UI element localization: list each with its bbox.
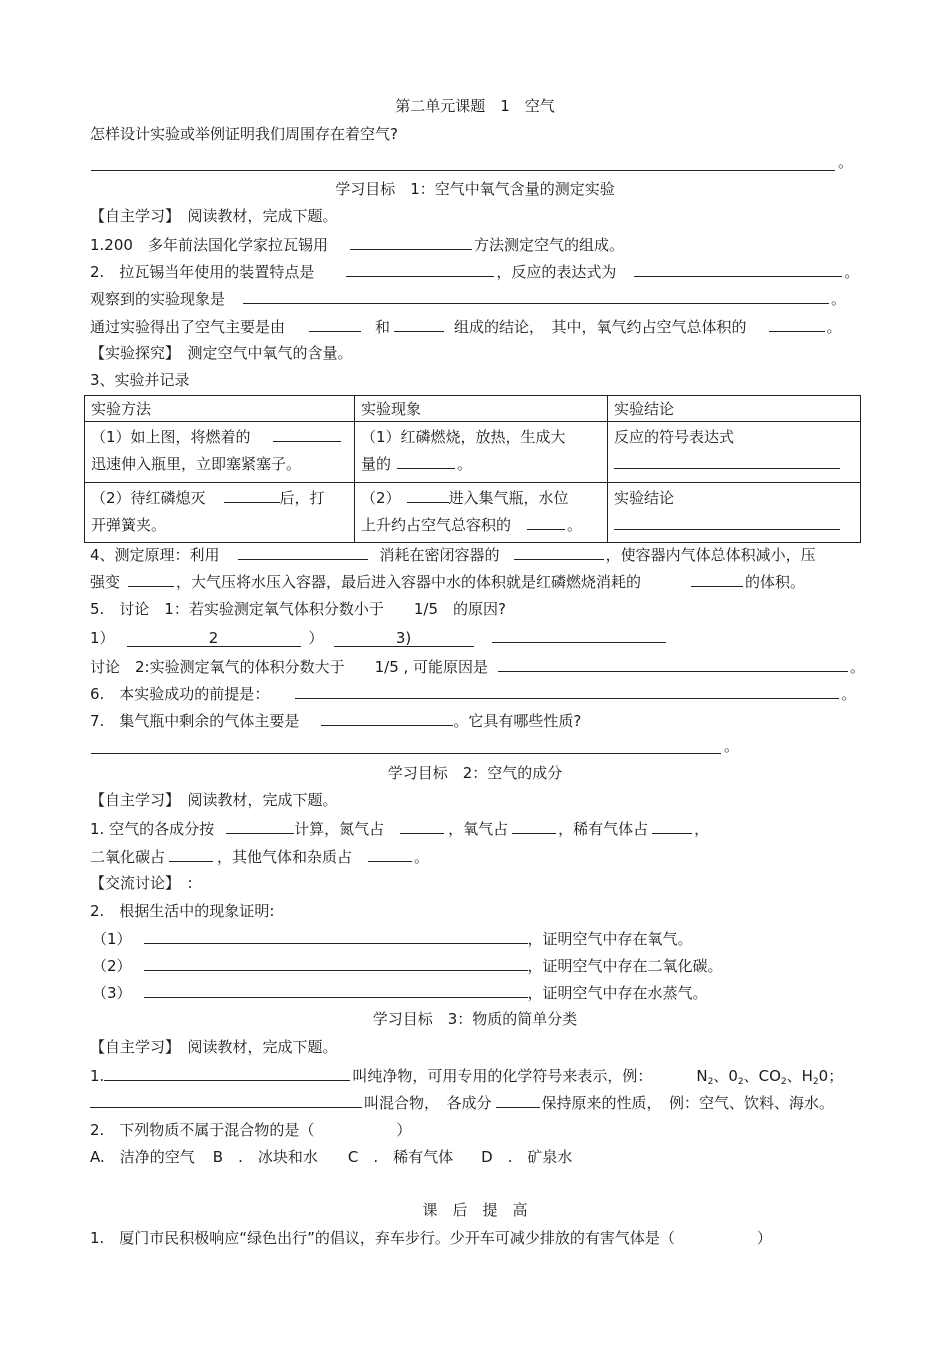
goal2-exchange: 【交流讨论】 : <box>90 874 193 892</box>
blank: 2 <box>127 631 301 647</box>
blank <box>144 928 528 944</box>
blank <box>400 818 444 834</box>
principle-line2: 强变 ，大气压将水压入容器，最后进入容器中水的体积就是红磷燃烧消耗的 的体积。 <box>90 573 806 591</box>
blank <box>769 316 825 332</box>
after-class-heading: 课 后 提 高 <box>422 1201 528 1219</box>
question-6: 6. 本实验成功的前提是： 。 <box>90 685 857 703</box>
blank <box>512 818 556 834</box>
goal1-q1: 1.200 多年前法国化学家拉瓦锡用 方法测定空气的组成。 <box>90 236 624 254</box>
goal2-proof-3: （3） ，证明空气中存在水蒸气。 <box>92 984 708 1002</box>
blank <box>243 288 829 304</box>
option-d: D . 矿泉水 <box>481 1148 573 1166</box>
table-cell: （2） 进入集气瓶，水位 上升约占空气总容积的 。 <box>355 483 608 543</box>
blank <box>514 544 604 560</box>
blank: 3) <box>334 631 474 647</box>
blank <box>104 1065 350 1081</box>
blank <box>614 453 840 469</box>
option-b: B . 冰块和水 <box>212 1148 318 1166</box>
goal2-self-study: 【自主学习】 阅读教材，完成下题。 <box>90 791 338 809</box>
principle-line1: 4、测定原理：利用 消耗在密闭容器的 ，使容器内气体总体积减小，压 <box>90 546 816 564</box>
goal3-heading: 学习目标 3：物质的简单分类 <box>372 1010 578 1028</box>
blank <box>224 487 280 503</box>
table-header-row <box>85 396 861 422</box>
goal1-record: 3、实验并记录 <box>90 371 190 389</box>
table-cell: （2）待红磷熄灭 后，打 开弹簧夹。 <box>85 483 355 543</box>
blank <box>614 514 840 530</box>
option-c: C . 稀有气体 <box>347 1148 454 1166</box>
discussion-2: 讨论 2:实验测定氧气的体积分数大于 1/5 , 可能原因是 。 <box>90 658 866 676</box>
goal1-conclusion: 通过实验得出了空气主要是由 和 组成的结论， 其中，氧气约占空气总体积的 。 <box>90 318 842 336</box>
goal2-proof-2: （2） ，证明空气中存在二氧化碳。 <box>92 957 723 975</box>
blank <box>350 234 472 250</box>
goal3-q2: 2. 下列物质不属于混合物的是（ ） <box>90 1121 412 1139</box>
blank <box>128 571 174 587</box>
goal2-q1: 1. 空气的各成分按 计算，氮气占 ，氧气占 ，稀有气体占 ， <box>90 820 710 838</box>
goal2-proof-1: （1） ，证明空气中存在氧气。 <box>92 930 693 948</box>
table-cell: （1）红磷燃烧，放热，生成大 量的 。 <box>355 422 608 483</box>
blank <box>273 426 341 442</box>
blank <box>394 316 444 332</box>
blank <box>492 627 666 643</box>
blank <box>691 571 743 587</box>
option-a: A. 洁净的空气 <box>90 1148 195 1166</box>
table-header-conclusion: 实验结论 <box>608 396 861 422</box>
goal1-self-study: 【自主学习】 阅读教材，完成下题。 <box>90 207 338 225</box>
goal1-heading: 学习目标 1：空气中氧气含量的测定实验 <box>335 180 615 198</box>
discussion-1-answers: 1） 2 ） 3) <box>90 627 666 648</box>
goal2-heading: 学习目标 2：空气的成分 <box>387 764 563 782</box>
table-header-method: 实验方法 <box>85 396 355 422</box>
goal1-q2: 2. 拉瓦锡当年使用的装置特点是 ，反应的表达式为 。 <box>90 263 860 281</box>
table-row <box>85 483 861 543</box>
blank <box>321 710 453 726</box>
table-header-phenomenon: 实验现象 <box>355 396 608 422</box>
blank <box>407 487 449 503</box>
blank <box>295 683 839 699</box>
blank <box>238 544 368 560</box>
intro-question: 怎样设计实验或举例证明我们周围存在着空气? <box>90 125 398 143</box>
goal3-q1-cont: 叫混合物， 各成分 保持原来的性质， 例：空气、饮料、海水。 <box>90 1092 834 1113</box>
goal1-observation: 观察到的实验现象是 。 <box>90 290 847 308</box>
blank <box>346 261 494 277</box>
table-cell: 反应的符号表达式 <box>608 422 861 483</box>
blank <box>90 1092 362 1108</box>
blank <box>496 1092 540 1108</box>
discussion-1: 5. 讨论 1：若实验测定氧气体积分数小于 1/5 的原因? <box>90 600 506 618</box>
blank <box>652 818 692 834</box>
goal3-q1: 1. 叫纯净物，可用专用的化学符号来表示，例： $N_2$、$0_2$、$CO_2$、$H_20$； <box>90 1067 844 1087</box>
goal3-options <box>90 1147 572 1167</box>
goal2-q1-cont: 二氧化碳占 ，其他气体和杂质占 。 <box>90 848 430 866</box>
answer-line <box>91 753 721 754</box>
blank <box>527 514 565 530</box>
answer-line <box>91 170 835 171</box>
blank <box>169 846 213 862</box>
table-cell: 实验结论 <box>608 483 861 543</box>
question-7: 7. 集气瓶中剩余的气体主要是 。它具有哪些性质? <box>90 712 582 730</box>
table-row <box>85 422 861 483</box>
page-title: 第二单元课题 1 空气 <box>395 97 555 115</box>
end-mark: 。 <box>724 737 740 755</box>
experiment-table <box>84 395 861 543</box>
table-cell: （1）如上图，将燃着的 迅速伸入瓶里，立即塞紧塞子。 <box>85 422 355 483</box>
end-mark: 。 <box>838 153 854 171</box>
blank <box>309 316 361 332</box>
blank <box>498 656 848 672</box>
blank <box>634 261 842 277</box>
blank <box>144 955 528 971</box>
goal3-self-study: 【自主学习】 阅读教材，完成下题。 <box>90 1038 338 1056</box>
goal1-explore: 【实验探究】 测定空气中氧气的含量。 <box>90 344 353 362</box>
blank <box>226 818 294 834</box>
blank <box>397 453 455 469</box>
blank <box>144 982 528 998</box>
blank <box>368 846 412 862</box>
goal2-q2: 2. 根据生活中的现象证明: <box>90 902 275 920</box>
after-class-q1: 1. 厦门市民积极响应“绿色出行”的倡议，弃车步行。少开车可减少排放的有害气体是（ ） <box>90 1229 772 1247</box>
